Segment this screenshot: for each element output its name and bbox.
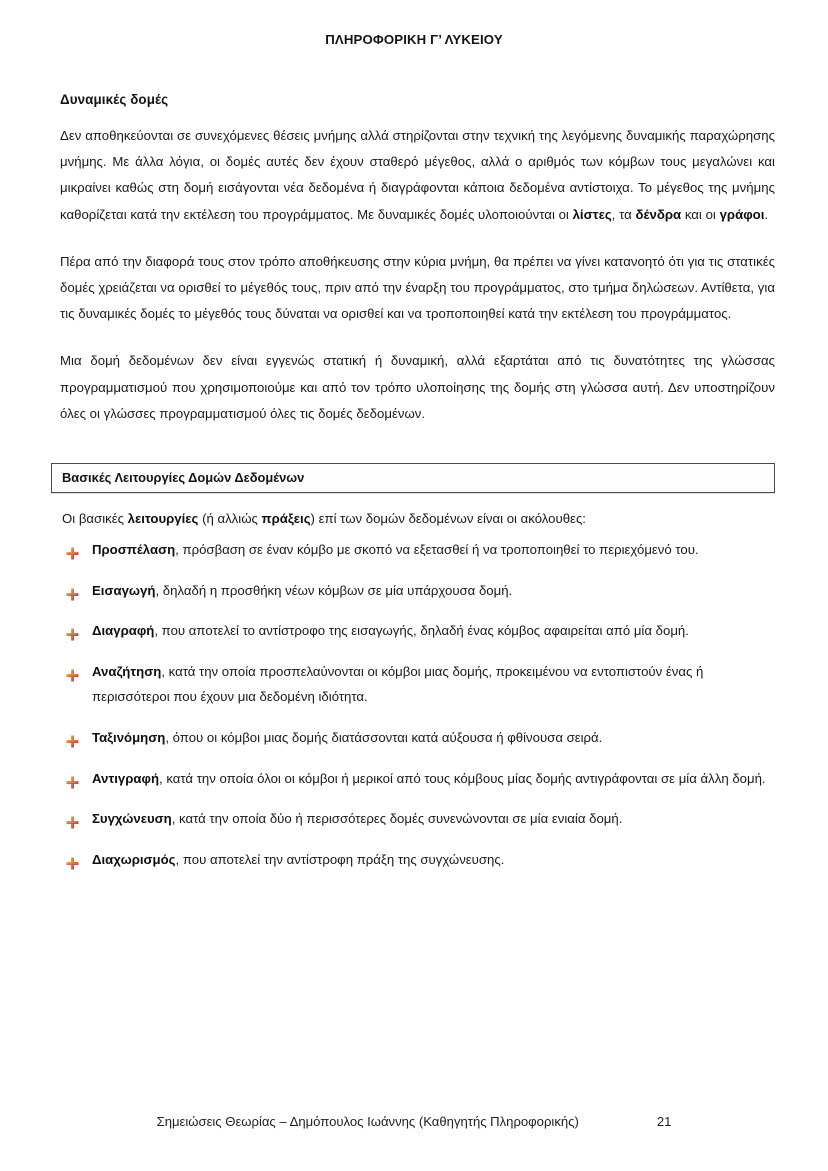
operation-description: , κατά την οποία όλοι οι κόμβοι ή μερικοί από τους κόμβους μίας δομής αντιγράφονται σε μία άλλη δομή. xyxy=(159,770,766,786)
inline-text-3: . xyxy=(764,206,769,222)
main-content xyxy=(60,92,775,427)
section-heading: Δυναμικές δομές xyxy=(60,92,169,107)
colored-cross-bullet-icon xyxy=(66,624,79,637)
inline-bold-lists: λίστες xyxy=(572,206,612,222)
operation-description: , δηλαδή η προσθήκη νέων κόμβων σε μία υπάρχουσα δομή. xyxy=(155,582,513,598)
colored-cross-bullet-icon xyxy=(66,543,79,556)
operation-description: , όπου οι κόμβοι μιας δομής διατάσσονται κατά αύξουσα ή φθίνουσα σειρά. xyxy=(165,729,603,745)
inline-bold-trees: δένδρα xyxy=(635,206,682,222)
intro-text-3: ) επί των δομών δεδομένων είναι οι ακόλουθες: xyxy=(310,511,586,526)
paragraph-dynamic-structures-3: Μια δομή δεδομένων δεν είναι εγγενώς στατική ή δυναμική, αλλά εξαρτάται από τις δυνατότητες της γλώσσας προγραμματισμού που χρησιμοποιούμε και από τον τρόπο υλοποίησης της δομής στη γλώσσα αυτή. Δεν υποστηρίζουν όλες οι γλώσσες προγραμματισμού όλες τις δομές δεδομένων. xyxy=(60,353,775,421)
boxed-section-title: Βασικές Λειτουργίες Δομών Δεδομένων xyxy=(51,463,775,493)
list-item xyxy=(62,659,777,710)
colored-cross-bullet-icon xyxy=(66,853,79,866)
paragraph-1-text: Δεν αποθηκεύονται σε συνεχόμενες θέσεις μνήμης αλλά στηρίζονται στην τεχνική της λεγόμενης δυναμικής παραχώρησης μνήμης. Με άλλα λόγια, οι δομές αυτές δεν έχουν σταθερό μέγεθος, αλλά ο αριθμός των κόμβων τους μεγαλώνει και μικραίνει καθώς στη δομή εισάγονται νέα δεδομένα ή διαγράφονται κάποια δεδομένα αντίστοιχα. Το μέγεθος της μνήμης καθορίζεται κατά την εκτέλεση του προγράμματος. Με δυναμικές δομές υλοποιούνται οι xyxy=(60,128,775,222)
paragraph-dynamic-structures-2: Πέρα από την διαφορά τους στον τρόπο αποθήκευσης στην κύρια μνήμη, θα πρέπει να γίνει κατανοητό ότι για τις στατικές δομές χρειάζεται να ορισθεί το μέγεθός τους, πριν από την έναρξη του προγράμματος, στο τμήμα δηλώσεων. Αντίθετα, για τις δυναμικές δομές το μέγεθός τους δύναται να ορισθεί και να τροποποιηθεί κατά την εκτέλεση του προγράμματος. xyxy=(60,253,775,322)
intro-bold-operations: λειτουργίες xyxy=(127,511,199,526)
page-header-title: ΠΛΗΡΟΦΟΡΙΚΗ Γ’ ΛΥΚΕΙΟΥ xyxy=(325,32,503,47)
operation-term: Διαγραφή xyxy=(92,623,155,639)
page-number: 21 xyxy=(656,1114,672,1129)
list-item xyxy=(62,725,777,751)
list-item xyxy=(62,618,777,644)
list-item xyxy=(62,806,777,832)
operations-list xyxy=(62,537,777,872)
colored-cross-bullet-icon xyxy=(66,812,79,825)
list-item xyxy=(62,766,777,792)
operation-description: , που αποτελεί το αντίστροφο της εισαγωγής, δηλαδή ένας κόμβος αφαιρείται από μία δομή. xyxy=(154,623,689,639)
inline-text-2: και οι xyxy=(681,206,720,222)
operation-term: Εισαγωγή xyxy=(92,582,156,598)
operation-term: Αντιγραφή xyxy=(92,770,160,786)
colored-cross-bullet-icon xyxy=(66,731,79,744)
colored-cross-bullet-icon xyxy=(66,772,79,785)
list-item xyxy=(62,578,777,604)
operation-description: , πρόσβαση σε έναν κόμβο με σκοπό να εξετασθεί ή να τροποποιηθεί το περιεχόμενό του. xyxy=(175,542,699,557)
intro-bold-actions: πράξεις xyxy=(261,511,311,526)
paragraph-dynamic-structures-1 xyxy=(60,123,775,228)
operation-term: Προσπέλαση xyxy=(92,542,176,557)
page-footer xyxy=(0,1114,828,1129)
footer-attribution: Σημειώσεις Θεωρίας – Δημόπουλος Ιωάννης (Καθηγητής Πληροφορικής) xyxy=(156,1114,579,1129)
operation-term: Ταξινόμηση xyxy=(92,729,166,745)
list-item xyxy=(62,537,777,563)
operation-term: Συγχώνευση xyxy=(92,811,172,827)
intro-text-1: Οι βασικές xyxy=(62,511,128,526)
inline-text-1: , τα xyxy=(611,206,636,222)
operation-description: , κατά την οποία προσπελαύνονται οι κόμβοι μιας δομής, προκειμένου να εντοπιστούν ένας ή περισσότεροι που έχουν μια δεδομένη ιδιότητα. xyxy=(92,663,704,705)
inline-bold-graphs: γράφοι xyxy=(719,206,765,222)
colored-cross-bullet-icon xyxy=(66,665,79,678)
operations-intro xyxy=(62,506,777,532)
operation-term: Διαχωρισμός xyxy=(92,851,176,867)
operation-description: , που αποτελεί την αντίστροφη πράξη της συγχώνευσης. xyxy=(175,851,505,867)
operation-description: , κατά την οποία δύο ή περισσότερες δομές συνενώνονται σε μία ενιαία δομή. xyxy=(171,811,623,827)
list-item xyxy=(62,847,777,873)
intro-text-2: (ή αλλιώς xyxy=(198,511,262,526)
operation-term: Αναζήτηση xyxy=(92,663,162,679)
colored-cross-bullet-icon xyxy=(66,584,79,597)
